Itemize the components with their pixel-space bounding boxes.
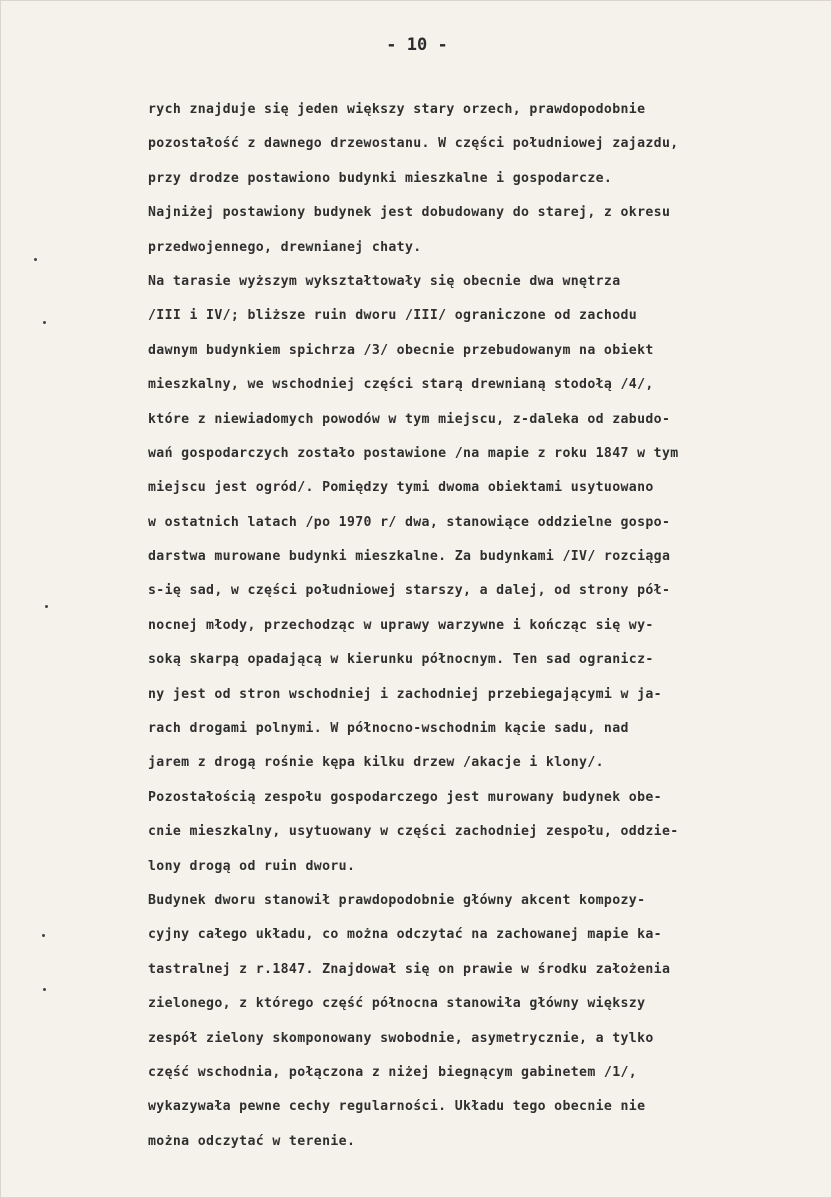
text-line: miejscu jest ogród/. Pomiędzy tymi dwoma obiektami usytuowano: [148, 480, 654, 496]
text-line: lony drogą od ruin dworu.: [148, 858, 356, 874]
page-number: - 10 -: [386, 35, 448, 55]
text-line: nocnej młody, przechodząc w uprawy warzywne i kończąc się wy-: [148, 617, 654, 633]
text-line: rych znajduje się jeden większy stary orzech, prawdopodobnie: [148, 102, 646, 117]
margin-dot: [43, 988, 46, 991]
text-line: Budynek dworu stanowił prawdopodobnie główny akcent kompozy-: [148, 892, 646, 908]
text-line: jarem z drogą rośnie kępa kilku drzew /akacje i klony/.: [148, 755, 604, 771]
margin-dot: [45, 605, 48, 608]
text-line: Najniżej postawiony budynek jest dobudowany do starej, z okresu: [148, 205, 671, 221]
body-text: [148, 93, 818, 1159]
text-line: Pozostałością zespołu gospodarczego jest murowany budynek obe-: [148, 789, 662, 805]
text-line: cnie mieszkalny, usytuowany w części zachodniej zespołu, oddzie-: [148, 824, 679, 840]
margin-dot: [42, 934, 45, 937]
text-line: darstwa murowane budynki mieszkalne. Za budynkami /IV/ rozciąga: [148, 549, 671, 565]
text-line: ny jest od stron wschodniej i zachodniej przebiegającymi w ja-: [148, 686, 662, 702]
text-line: mieszkalny, we wschodniej części starą drewnianą stodołą /4/,: [148, 377, 654, 393]
text-line: przy drodze postawiono budynki mieszkalne i gospodarcze.: [148, 170, 613, 186]
text-line: zielonego, z którego część północna stanowiła główny większy: [148, 996, 646, 1012]
text-line: /III i IV/; bliższe ruin dworu /III/ ograniczone od zachodu: [148, 308, 638, 324]
text-line: dawnym budynkiem spichrza /3/ obecnie przebudowanym na obiekt: [148, 342, 654, 358]
text-line: s-ię sad, w części południowej starszy, a dalej, od strony pół-: [148, 583, 671, 599]
text-line: tastralnej z r.1847. Znajdował się on prawie w środku założenia: [148, 961, 671, 977]
text-line: przedwojennego, drewnianej chaty.: [148, 239, 422, 255]
text-line: w ostatnich latach /po 1970 r/ dwa, stanowiące oddzielne gospo-: [148, 514, 671, 530]
text-line: można odczytać w terenie.: [148, 1133, 356, 1149]
margin-dot: [34, 258, 37, 261]
text-line: soką skarpą opadającą w kierunku północnym. Ten sad ogranicz-: [148, 652, 654, 668]
text-line: które z niewiadomych powodów w tym miejscu, z-daleka od zabudo-: [148, 411, 671, 427]
text-line: pozostałość z dawnego drzewostanu. W części południowej zajazdu,: [148, 136, 679, 152]
text-line: cyjny całego układu, co można odczytać na zachowanej mapie ka-: [148, 927, 662, 943]
text-line: wykazywała pewne cechy regularności. Układu tego obecnie nie: [148, 1099, 646, 1115]
margin-dot: [43, 321, 46, 324]
text-line: zespół zielony skomponowany swobodnie, asymetrycznie, a tylko: [148, 1030, 654, 1046]
text-line: rach drogami polnymi. W północno-wschodnim kącie sadu, nad: [148, 721, 629, 737]
text-line: wań gospodarczych zostało postawione /na mapie z roku 1847 w tym: [148, 445, 679, 461]
text-line: Na tarasie wyższym wykształtowały się obecnie dwa wnętrza: [148, 273, 621, 289]
text-line: część wschodnia, połączona z niżej biegnącym gabinetem /1/,: [148, 1064, 638, 1080]
